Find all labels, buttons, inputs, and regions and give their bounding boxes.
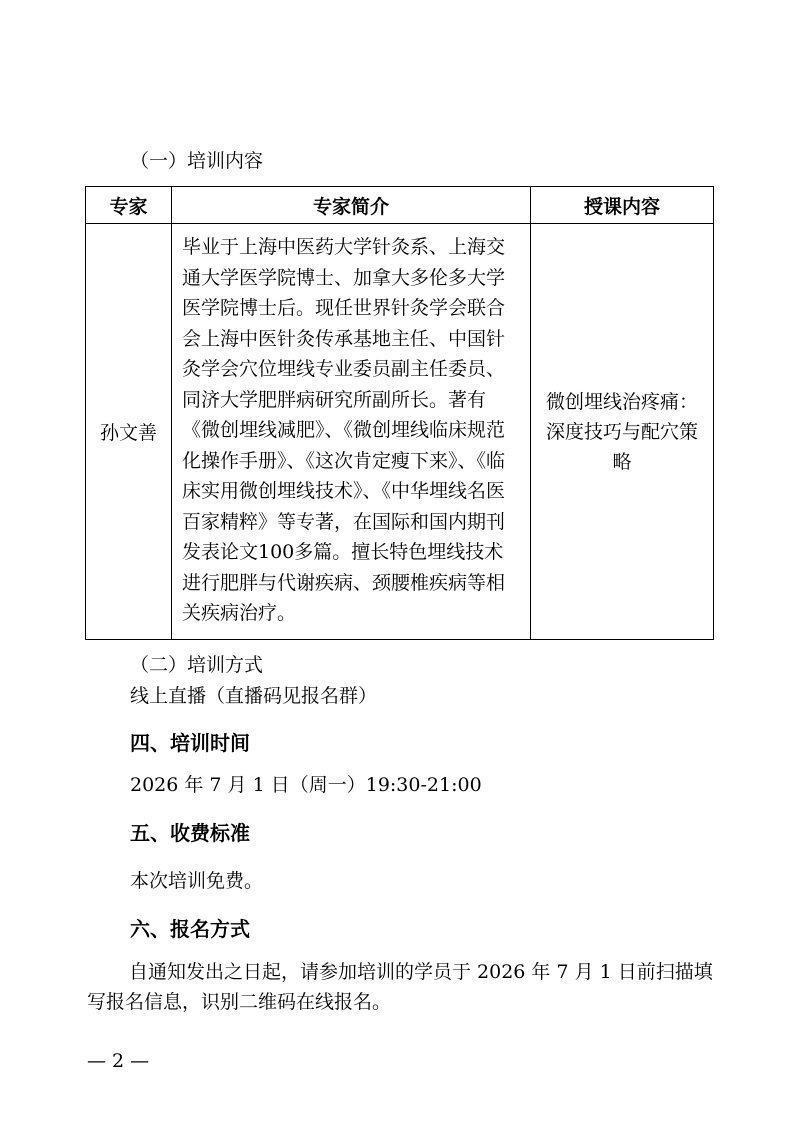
fee-text: 本次培训免费。 bbox=[130, 870, 264, 892]
signup-heading: 六、报名方式 bbox=[130, 917, 250, 941]
fee-heading: 五、收费标准 bbox=[130, 821, 250, 845]
course-content-cell: 微创埋线治疼痛：深度技巧与配穴策略 bbox=[531, 224, 714, 640]
page-number: — 2 — bbox=[87, 1050, 150, 1072]
header-expert: 专家 bbox=[86, 187, 172, 224]
expert-bio-cell: 毕业于上海中医药大学针灸系、上海交通大学医学院博士、加拿大多伦多大学医学院博士后。现任世界针灸学会联合会上海中医针灸传承基地主任、中国针灸学会穴位埋线专业委员副主任委员、同济大学肥胖病研究所副所长。著有《微创埋线减肥》、《微创埋线临床规范化操作手册》、《这次肯定瘦下来》、《临床实用微创埋线技术》、《中华埋线名医百家精粹》等专著，在国际和国内期刊发表论文100多篇。擅长特色埋线技术进行肥胖与代谢疾病、颈腰椎疾病等相关疾病治疗。 bbox=[172, 224, 531, 640]
table-row bbox=[86, 224, 714, 640]
header-course-content: 授课内容 bbox=[531, 187, 714, 224]
table-header-row bbox=[86, 187, 714, 224]
training-time-heading: 四、培训时间 bbox=[130, 731, 250, 755]
signup-text: 自通知发出之日起，请参加培训的学员于 2026 年 7 月 1 日前扫描填写报名信息，识别二维码在线报名。 bbox=[87, 961, 713, 1013]
training-content-subheading: （一）培训内容 bbox=[130, 150, 264, 172]
expert-name-cell: 孙文善 bbox=[86, 224, 172, 640]
header-expert-bio: 专家简介 bbox=[172, 187, 531, 224]
expert-table bbox=[85, 186, 714, 640]
training-time-text: 2026 年 7 月 1 日（周一）19:30-21:00 bbox=[130, 774, 482, 796]
training-method-subheading: （二）培训方式 bbox=[130, 654, 264, 676]
training-method-text: 线上直播（直播码见报名群） bbox=[130, 685, 378, 707]
